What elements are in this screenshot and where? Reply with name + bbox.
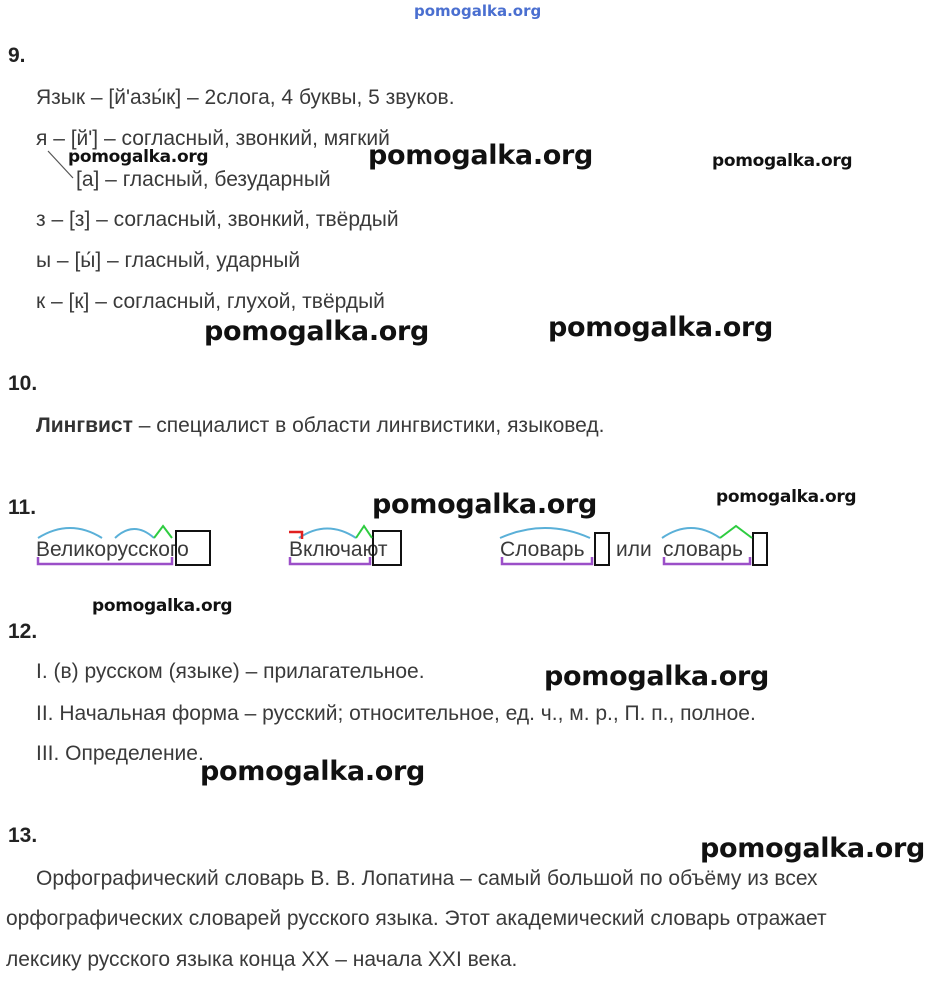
task-13-line: лексику русского языка конца XX – начала XXI века. — [6, 948, 518, 971]
task-10-number: 10. — [8, 372, 38, 395]
task-9-row: [а] – гласный, безударный — [76, 168, 331, 191]
base-underline — [502, 557, 592, 564]
task-13-number: 13. — [8, 824, 38, 847]
task-9-number: 9. — [8, 44, 26, 67]
task-12-number: 12. — [8, 620, 38, 643]
watermark: pomogalka.org — [372, 489, 598, 520]
watermark: pomogalka.org — [716, 487, 857, 507]
suffix-mark — [154, 526, 172, 538]
base-underline — [290, 557, 370, 564]
word-velikorusskogo: Великорусского — [36, 538, 189, 561]
watermark: pomogalka.org — [368, 140, 594, 171]
root-arc — [115, 529, 154, 538]
base-underline — [38, 557, 172, 564]
task-9-row: ы – [ы́] – гласный, ударный — [36, 249, 301, 272]
suffix-mark — [356, 526, 372, 538]
root-arc — [38, 528, 102, 538]
task-12-line: I. (в) русском (языке) – прилагательное. — [36, 660, 425, 683]
task-13-line: орфографических словарей русского языка. Этот академический словарь отражает — [6, 907, 827, 930]
task-9-row: з – [з] – согласный, звонкий, твёрдый — [36, 208, 399, 231]
watermark: pomogalka.org — [548, 312, 774, 343]
word-slovar-1: Словарь — [500, 538, 585, 561]
watermark: pomogalka.org — [700, 833, 926, 864]
watermark: pomogalka.org — [204, 316, 430, 347]
word-ili: или — [616, 538, 652, 561]
task-12-line: III. Определение. — [36, 742, 204, 765]
watermark: pomogalka.org — [544, 661, 770, 692]
watermark: pomogalka.org — [712, 151, 853, 171]
word-vklyuchayut: Включают — [289, 538, 388, 561]
watermark: pomogalka.org — [200, 756, 426, 787]
term-lingvist: Лингвист — [36, 414, 133, 437]
watermark: pomogalka.org — [68, 147, 209, 167]
root-arc — [662, 528, 720, 538]
site-watermark-top: pomogalka.org — [414, 2, 542, 20]
task-9-row: к – [к] – согласный, глухой, твёрдый — [36, 290, 385, 313]
task-9-summary: Язык – [й'азы́к] – 2слога, 4 буквы, 5 звуков. — [36, 86, 455, 109]
term-definition: – специалист в области лингвистики, языковед. — [132, 414, 605, 437]
base-underline — [664, 557, 750, 564]
task-11-number: 11. — [8, 496, 37, 519]
task-13-line: Орфографический словарь В. В. Лопатина – самый большой по объёму из всех — [36, 867, 818, 890]
task-12-line: II. Начальная форма – русский; относительное, ед. ч., м. р., П. п., полное. — [36, 702, 756, 725]
watermark: pomogalka.org — [92, 596, 233, 616]
root-arc — [500, 528, 590, 538]
root-arc — [299, 529, 356, 539]
word-slovar-2: словарь — [663, 538, 743, 561]
suffix-mark — [720, 526, 752, 538]
task-9-row: я – [й'] – согласный, звонкий, мягкий — [36, 127, 390, 150]
